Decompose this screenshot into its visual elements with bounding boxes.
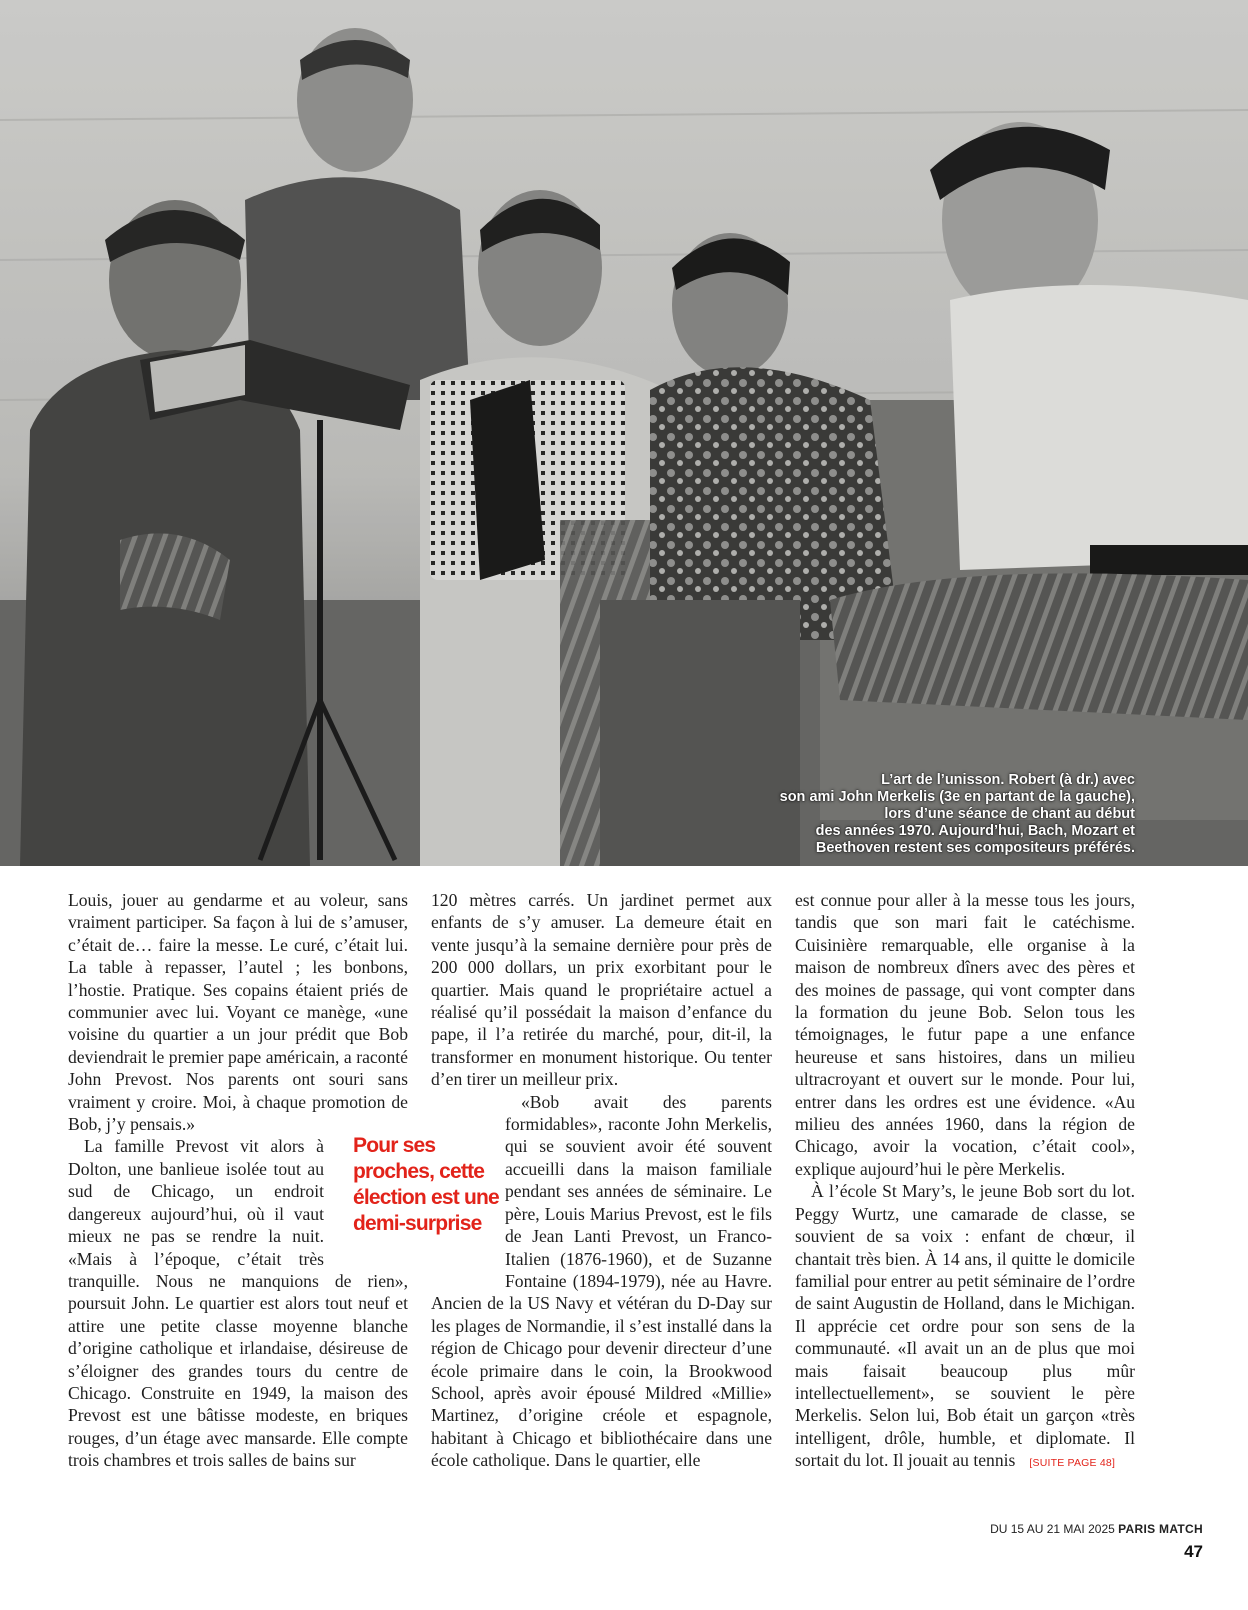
paragraph: 120 mètres carrés. Un jardinet permet aux enfants de s’y amuser. La demeure était en vente jusqu’à la semaine dernière pour près de 200 000 dollars, un prix exorbitant pour le quartier. Mais quand le propriétaire actuel a réalisé qu’il possédait la maison d’enfance du pape, il l’a retirée du marché, pour, dit-il, la transformer en monument historique. Ou tenter d’en tirer un meilleur prix. [431, 890, 772, 1090]
page-footer [990, 1522, 1203, 1536]
paragraph-text: À l’école St Mary’s, le jeune Bob sort du lot. Peggy Wurtz, une camarade de classe, se souvient de sa voix : enfant de chœur, il chantait très bien. À 14 ans, il quitte le domicile familial pour entrer au petit séminaire de l’ordre de saint Augustin de Holland, dans le Michigan. Il apprécie cet ordre pour son sens de la communauté. «Il avait un an de plus que moi mais faisait beaucoup plus mûr intellectuellement», se souvient le père Merkelis. Selon lui, Bob était un garçon «très intelligent, drôle, humble, et diplomate. Il sortait du lot. Il jouait au tennis [795, 1181, 1135, 1471]
photo-caption [780, 772, 1135, 857]
caption-line: des années 1970. Aujourd’hui, Bach, Mozart et [815, 823, 1135, 839]
caption-line: lors d’une séance de chant au début [884, 806, 1135, 822]
page-number: 47 [1184, 1542, 1203, 1561]
caption-line: Beethoven restent ses compositeurs préférés. [815, 840, 1135, 856]
pull-quote-line: Pour ses [353, 1134, 436, 1157]
article-column-3 [795, 889, 1135, 1475]
pull-quote-line: élection est une [353, 1186, 499, 1209]
paragraph-last [795, 1180, 1135, 1474]
pull-quote-line: proches, cette [353, 1160, 485, 1183]
continued-on-page-link[interactable]: [SUITE PAGE 48] [1029, 1457, 1116, 1470]
pull-quote [353, 1133, 499, 1237]
caption-line: son ami John Merkelis (3e en partant de la gauche), [779, 789, 1135, 805]
paragraph: «Bob avait des parents formidables», raconte John Merkelis, qui se souvient avoir été souvent accueilli dans la maison familiale pendant ses années de séminaire. Le père, Louis Marius Prevost, est le fils de Jean Lanti Prevost, un Franco-Italien (1876-1960), et de Suzanne Fontaine (1894-1979), née au Havre. Ancien de la US Navy et vétéran du D-Day sur les plages de Normandie, il s’est installé dans la région de Chicago pour devenir directeur d’une école primaire dans le coin, la Brookwood School, après avoir épousé Mildred «Millie» Martinez, d’origine créole et espagnole, habitant à Chicago et bibliothécaire dans une école catholique. Dans le quartier, elle [431, 1091, 772, 1471]
paragraph: La famille Prevost vit alors à Dolton, une banlieue isolée tout au sud de Chicago, un endroit dangereux aujourd’hui, où il vaut mieux ne pas se rendre la nuit. «Mais à l’époque, c’était très tranquille. Nous ne manquions de rien», poursuit John. Le quartier est alors tout neuf et attire une petite classe moyenne blanche d’origine catholique et irlandaise, désireuse de s’éloigner des grandes tours du centre de Chicago. Construite en 1949, la maison des Prevost est une bâtisse modeste, en briques rouges, d’un étage avec mansarde. Elle compte trois chambres et trois salles de bains sur [68, 1136, 408, 1471]
caption-line: L’art de l’unisson. Robert (à dr.) avec [881, 772, 1135, 788]
magazine-name: PARIS MATCH [1118, 1522, 1203, 1536]
pull-quote-line: demi-surprise [353, 1212, 482, 1235]
issue-dates: DU 15 AU 21 MAI 2025 [990, 1522, 1115, 1536]
paragraph: est connue pour aller à la messe tous les jours, tandis que son mari fait le catéchisme. Cuisinière remarquable, elle organise à la maison de nombreux dîners avec des pères et des moines de passage, qui vont compter dans la formation du jeune Bob. Selon tous les témoignages, le futur pape a une enfance heureuse et sans histoires, dans un milieu ultracroyant et ouvert sur le monde. Pour lui, entrer dans les ordres est une évidence. «Au milieu des années 1960, dans la région de Chicago, avoir la vocation, c’était cool», explique aujourd’hui le père Merkelis. [795, 890, 1135, 1179]
paragraph: Louis, jouer au gendarme et au voleur, sans vraiment participer. Sa façon à lui de s’amuser, c’était de… faire la messe. Le curé, c’était lui. La table à repasser, l’autel ; les bonbons, l’hostie. Pratique. Ses copains étaient priés de communier avec lui. Voyant ce manège, «une voisine du quartier a un jour prédit que Bob deviendrait le premier pape américain, a raconté John Prevost. Nos parents ont souri sans vraiment y croire. Moi, à chaque promotion de Bob, j’y pensais.» [68, 890, 408, 1135]
